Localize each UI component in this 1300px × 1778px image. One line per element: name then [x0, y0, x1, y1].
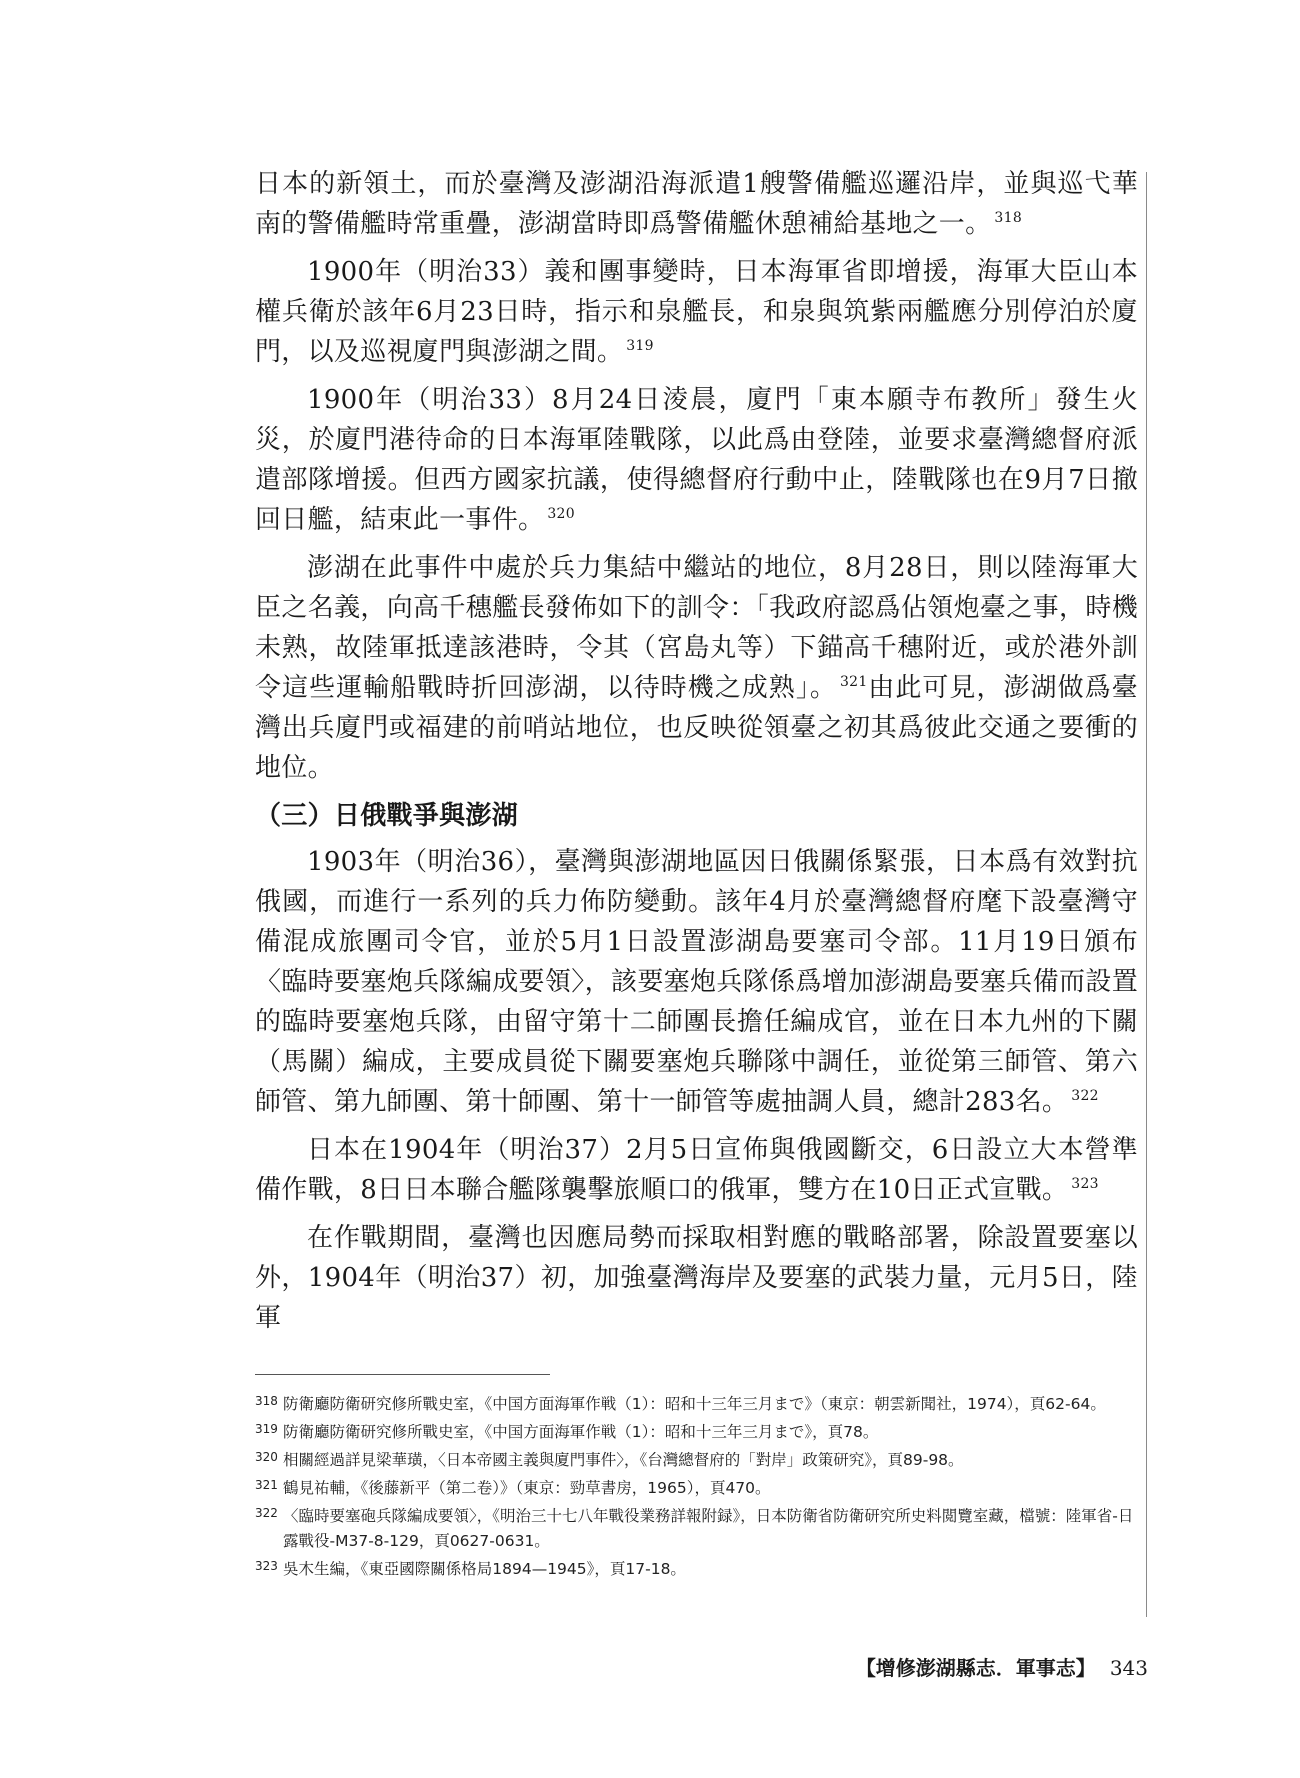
footnote-number: 318 — [255, 1394, 278, 1408]
footnote-ref[interactable]: 321 — [839, 674, 868, 690]
margin-rule — [1146, 172, 1147, 1617]
footnote-text: 相關經過詳見梁華璜，〈日本帝國主義與廈門事件〉，《台灣總督府的「對岸」政策研究》，頁89-98。 — [283, 1451, 964, 1469]
footnote-ref[interactable]: 320 — [547, 506, 575, 522]
footnote-text: 鶴見祐輔，《後藤新平（第二卷）》（東京：勁草書房，1965），頁470。 — [283, 1479, 771, 1497]
paragraph: 1900年（明治33）8月24日淩晨，廈門「東本願寺布教所」發生火災，於廈門港待命的日本海軍陸戰隊，以此爲由登陸，並要求臺灣總督府派遣部隊增援。但西方國家抗議，使得總督府行動中止，陸戰隊也在9月7日撤回日艦，結束此一事件。 $^{320}$ — [255, 385, 1138, 535]
page-footer — [856, 1652, 1148, 1681]
footnote — [255, 1504, 1138, 1554]
paragraph: 1900年（明治33）義和團事變時，日本海軍省即增援，海軍大臣山本權兵衛於該年6月23日時，指示和泉艦長，和泉與筑紫兩艦應分別停泊於廈門，以及巡視廈門與澎湖之間。 $^{319}$ — [255, 257, 1138, 367]
paragraph: 澎湖在此事件中處於兵力集結中繼站的地位，8月28日，則以陸海軍大臣之名義，向高千穗艦長發佈如下的訓令：「我政府認爲佔領炮臺之事，時機未熟，故陸軍抵達該港時，令其（宮島丸等）下錨高千穗附近，或於港外訓令這些運輸船戰時折回澎湖，以待時機之成熟」。 $^{321}$由此可見，澎湖做爲臺灣出兵廈門或福建的前哨站地位，也反映從領臺之初其爲彼此交通之要衝的地位。 — [255, 553, 1138, 783]
section-heading: （三）日俄戰爭與澎湖 — [255, 801, 519, 831]
main-text — [255, 164, 1138, 1346]
footnote-text: 吳木生編，《東亞國際關係格局1894—1945》，頁17-18。 — [283, 1560, 686, 1578]
footnote — [255, 1476, 1138, 1501]
footnote-number: 323 — [255, 1559, 278, 1573]
footnote-number: 319 — [255, 1422, 278, 1436]
paragraph: 在作戰期間，臺灣也因應局勢而採取相對應的戰略部署，除設置要塞以外，1904年（明治37）初，加強臺灣海岸及要塞的武裝力量，元月5日，陸軍 — [255, 1223, 1138, 1333]
footnote-number: 322 — [255, 1506, 278, 1520]
footnote-ref[interactable]: 323 — [1071, 1176, 1099, 1192]
footnote-text: 防衛廳防衛研究修所戰史室，《中国方面海軍作戦（1）：昭和十三年三月まで》（東京：朝雲新聞社，1974），頁62-64。 — [283, 1395, 1106, 1413]
footnote-separator — [255, 1374, 550, 1375]
footnote-number: 320 — [255, 1450, 278, 1464]
footnote-number: 321 — [255, 1478, 278, 1492]
footnotes — [255, 1392, 1138, 1585]
footnote-text: 防衛廳防衛研究修所戰史室，《中国方面海軍作戦（1）：昭和十三年三月まで》，頁78。 — [283, 1423, 879, 1441]
footnote — [255, 1448, 1138, 1473]
footnote — [255, 1420, 1138, 1445]
footnote — [255, 1392, 1138, 1417]
series-title: 【增修澎湖縣志．軍事志】 — [855, 1656, 1096, 1680]
paragraph: 1903年（明治36），臺灣與澎湖地區因日俄關係緊張，日本爲有效對抗俄國，而進行一系列的兵力佈防變動。該年4月於臺灣總督府麾下設臺灣守備混成旅團司令官，並於5月1日設置澎湖島要塞司令部。11月19日頒布〈臨時要塞炮兵隊編成要領〉，該要塞炮兵隊係爲增加澎湖島要塞兵備而設置的臨時要塞炮兵隊，由留守第十二師團長擔任編成官，並在日本九州的下關（馬關）編成，主要成員從下關要塞炮兵聯隊中調任，並從第三師管、第六師管、第九師團、第十師團、第十一師管等處抽調人員，總計283名。 $^{322}$ — [255, 847, 1138, 1117]
page-number: 343 — [1109, 1656, 1148, 1680]
footnote-ref[interactable]: 318 — [994, 210, 1023, 226]
footnote-ref[interactable]: 322 — [1071, 1088, 1099, 1104]
footnote-ref[interactable]: 319 — [626, 338, 654, 354]
paragraph: 日本在1904年（明治37）2月5日宣佈與俄國斷交，6日設立大本營準備作戰，8日日本聯合艦隊襲擊旅順口的俄軍，雙方在10日正式宣戰。 $^{323}$ — [255, 1135, 1138, 1205]
paragraph: 日本的新領土，而於臺灣及澎湖沿海派遣1艘警備艦巡邏沿岸，並與巡弋華南的警備艦時常重疊，澎湖當時即爲警備艦休憩補給基地之一。 $^{318}$ — [255, 169, 1138, 239]
footnote-text: 〈臨時要塞砲兵隊編成要領〉，《明治三十七八年戰役業務詳報附録》，日本防衛省防衛研究所史料閲覽室藏，檔號：陸軍省-日露戰役-M37-8-129，頁0627-0631。 — [283, 1507, 1134, 1550]
footnote — [255, 1557, 1138, 1582]
